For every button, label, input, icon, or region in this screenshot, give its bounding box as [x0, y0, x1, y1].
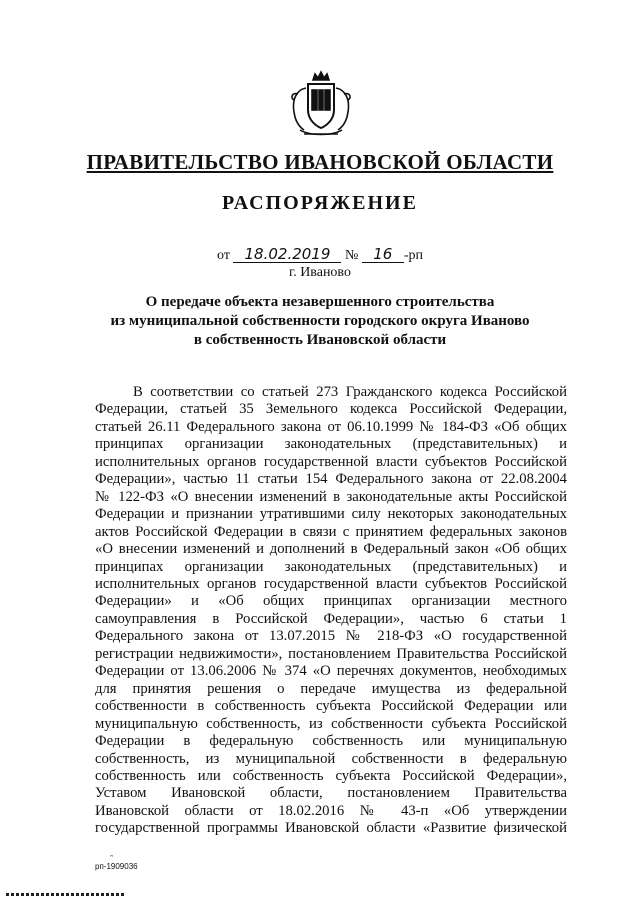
body-line: Ивановской области от 18.02.2016 № 43-п «Об утверждении — [95, 802, 567, 819]
body-line: муниципальную собственность, из собственности субъекта Российской — [95, 715, 567, 732]
subject-line: О передаче объекта незавершенного строительства — [145, 294, 495, 310]
body-line: собственности в собственность субъекта Российской Федерации или — [95, 698, 567, 715]
body-line: собственность или собственность субъекта Российской Федерации», — [95, 767, 567, 784]
body-line: Федерации, статьей 35 Земельного кодекса Российской Федерации, — [95, 401, 567, 418]
body-line: № 122-ФЗ «О внесении изменений в законодательные акты Российской — [95, 488, 567, 505]
scan-barcode-strip — [6, 893, 126, 896]
body-line: актов Российской Федерации в связи с принятием федеральных законов — [95, 523, 567, 540]
body-line: Федерации», частью 11 статьи 154 Федерального закона от 22.08.2004 — [95, 471, 567, 488]
subject-line: в собственность Ивановской области — [193, 332, 447, 348]
body-line: Федерации от 13.06.2006 № 374 «О перечнях документов, необходимых — [95, 663, 567, 680]
body-line: Уставом Ивановской области, постановлением Правительства — [95, 785, 567, 802]
body-line: исполнительных органов государственной власти субъектов Российской — [95, 453, 567, 470]
number-suffix: -рп — [403, 248, 423, 263]
body-line: исполнительных органов государственной власти субъектов Российской — [95, 575, 567, 592]
body-line: для принятия решения о передаче имущества из федеральной — [95, 680, 567, 697]
document-type-heading: РАСПОРЯЖЕНИЕ — [222, 192, 418, 214]
subject-line: из муниципальной собственности городского округа Иваново — [110, 313, 530, 329]
body-line: статьей 26.11 Федерального закона от 06.10.1999 № 184-ФЗ «Об общих — [95, 418, 567, 435]
document-number: 16 — [362, 246, 404, 263]
body-line: Федерации в федеральную собственность или муниципальную — [95, 733, 567, 750]
body-line: принципах организации законодательных (представительных) и — [95, 558, 567, 575]
body-line: государственной программы Ивановской области «Развитие физической — [95, 820, 567, 837]
date-number-line — [0, 246, 640, 264]
government-title: ПРАВИТЕЛЬСТВО ИВАНОВСКОЙ ОБЛАСТИ — [86, 150, 554, 174]
handwritten-mark: ᵔ — [110, 853, 114, 862]
body-line: собственность, из муниципальной собственности в федеральную — [95, 750, 567, 767]
body-line: принципах организации законодательных (представительных) и — [95, 436, 567, 453]
document-code: рп-1909036 — [95, 862, 138, 871]
body-line: самоуправления в Российской Федерации», частью 6 статьи 1 — [95, 610, 567, 627]
body-paragraph — [95, 384, 567, 838]
body-line: «О внесении изменений и дополнений в Федеральный закон «Об общих — [95, 541, 567, 558]
date-prefix: от — [217, 248, 230, 263]
coat-of-arms-icon — [286, 70, 356, 138]
body-line: Федерации и признании утратившими силу некоторых законодательных — [95, 506, 567, 523]
subject-heading — [0, 293, 640, 350]
number-prefix: № — [344, 248, 359, 263]
body-line: Федерального закона от 13.07.2015 № 218-ФЗ «О государственной — [95, 628, 567, 645]
document-date: 18.02.2019 — [233, 246, 341, 263]
body-line: регистрации недвижимости», постановлением Правительства Российской — [95, 645, 567, 662]
body-line: Федерации» и «Об общих принципах организации местного — [95, 593, 567, 610]
city-line: г. Иваново — [289, 265, 351, 280]
body-line: В соответствии со статьей 273 Гражданского кодекса Российской — [133, 384, 567, 400]
